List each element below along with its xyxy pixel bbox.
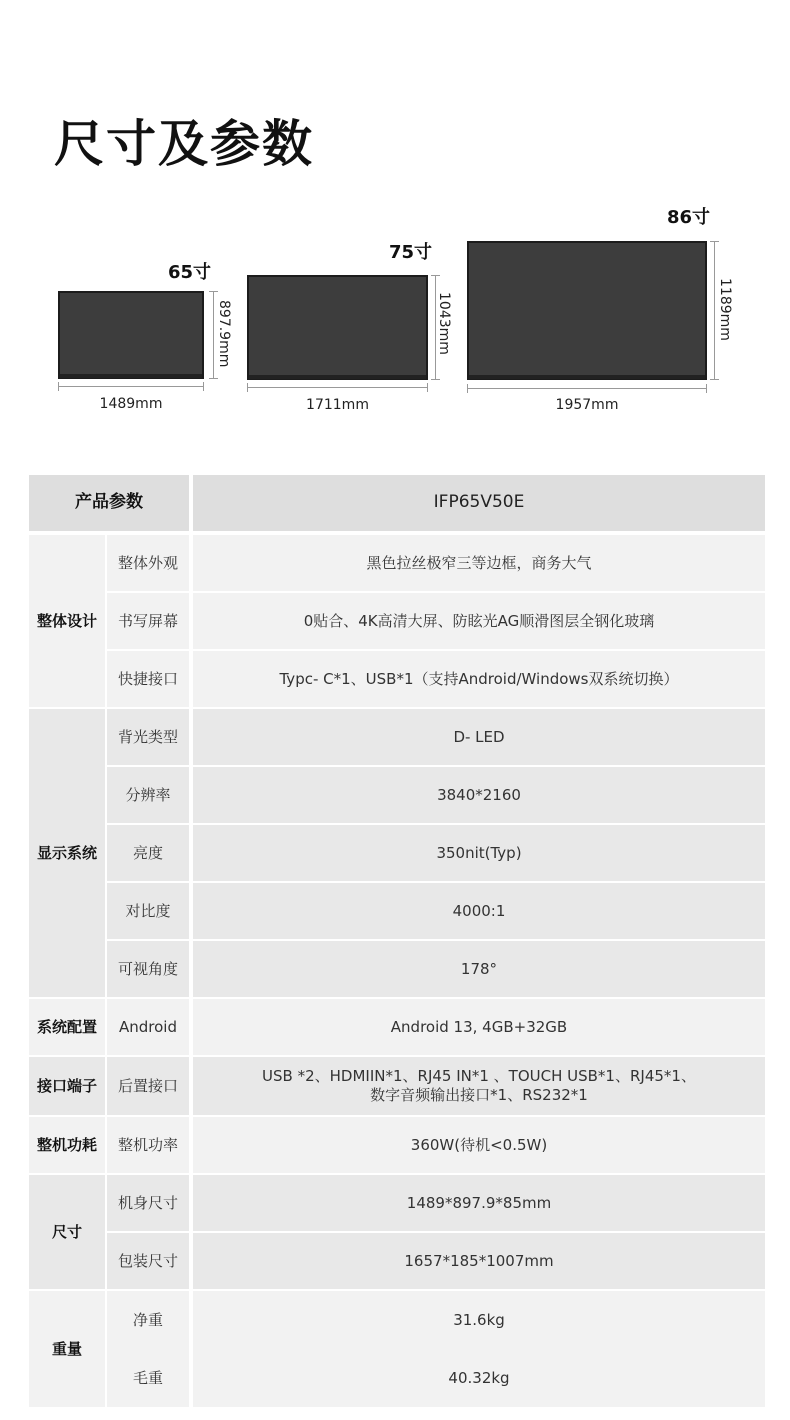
row-label-quick-ports: 快捷接口 bbox=[107, 651, 189, 707]
row-label-power: 整机功率 bbox=[107, 1117, 189, 1173]
tv-65-width-label: 1489mm bbox=[99, 396, 163, 412]
row-label-gross-weight: 毛重 bbox=[107, 1349, 189, 1407]
row-label-brightness: 亮度 bbox=[107, 825, 189, 881]
tv-65-illustration bbox=[58, 291, 204, 379]
row-value-power: 360W(待机<0.5W) bbox=[193, 1117, 765, 1173]
row-label-contrast: 对比度 bbox=[107, 883, 189, 939]
tv-86-width-dimension-line bbox=[467, 388, 707, 389]
row-value-resolution: 3840*2160 bbox=[193, 767, 765, 823]
row-label-writing-screen: 书写屏幕 bbox=[107, 593, 189, 649]
row-value-writing-screen: 0贴合、4K高清大屏、防眩光AG顺滑图层全钢化玻璃 bbox=[193, 593, 765, 649]
row-label-resolution: 分辨率 bbox=[107, 767, 189, 823]
tv-86-width-label: 1957mm bbox=[555, 397, 619, 413]
row-value-appearance: 黑色拉丝极窄三等边框，商务大气 bbox=[193, 535, 765, 591]
row-value-backlight: D- LED bbox=[193, 709, 765, 765]
tv-75-height-label: 1043mm bbox=[436, 292, 452, 355]
row-value-gross-weight: 40.32kg bbox=[193, 1349, 765, 1407]
group-ports: 接口端子 bbox=[29, 1057, 105, 1115]
row-label-appearance: 整体外观 bbox=[107, 535, 189, 591]
tv-86-size-label: 86寸 bbox=[667, 207, 711, 228]
row-label-rear-ports: 后置接口 bbox=[107, 1057, 189, 1115]
row-label-backlight: 背光类型 bbox=[107, 709, 189, 765]
tv-75-size-label: 75寸 bbox=[389, 242, 433, 263]
row-label-body-size: 机身尺寸 bbox=[107, 1175, 189, 1231]
group-dimensions: 尺寸 bbox=[29, 1175, 105, 1289]
row-value-net-weight: 31.6kg bbox=[193, 1291, 765, 1349]
group-display-system: 显示系统 bbox=[29, 709, 105, 997]
row-value-viewing-angle: 178° bbox=[193, 941, 765, 997]
row-label-android: Android bbox=[107, 999, 189, 1055]
header-param-label: 产品参数 bbox=[29, 475, 189, 531]
tv-75-illustration bbox=[247, 275, 428, 380]
tv-75-width-dimension-line bbox=[247, 387, 428, 388]
row-label-package-size: 包装尺寸 bbox=[107, 1233, 189, 1289]
rear-ports-line-1: USB *2、HDMIIN*1、RJ45 IN*1 、TOUCH USB*1、RJ45*1、 bbox=[262, 1067, 696, 1086]
row-value-quick-ports: Typc- C*1、USB*1（支持Android/Windows双系统切换） bbox=[193, 651, 765, 707]
tv-86-height-label: 1189mm bbox=[717, 278, 733, 341]
row-label-viewing-angle: 可视角度 bbox=[107, 941, 189, 997]
row-value-android: Android 13, 4GB+32GB bbox=[193, 999, 765, 1055]
tv-65-height-dimension-line bbox=[213, 291, 214, 379]
tv-65-size-label: 65寸 bbox=[168, 262, 212, 283]
tv-86-illustration bbox=[467, 241, 707, 380]
row-value-contrast: 4000:1 bbox=[193, 883, 765, 939]
rear-ports-line-2: 数字音频输出接口*1、RS232*1 bbox=[370, 1086, 588, 1104]
tv-75-width-label: 1711mm bbox=[306, 397, 369, 413]
header-model: IFP65V50E bbox=[193, 475, 765, 531]
page-title: 尺寸及参数 bbox=[54, 115, 314, 173]
tv-65-width-dimension-line bbox=[58, 386, 204, 387]
row-value-brightness: 350nit(Typ) bbox=[193, 825, 765, 881]
row-value-body-size: 1489*897.9*85mm bbox=[193, 1175, 765, 1231]
group-overall-design: 整体设计 bbox=[29, 535, 105, 707]
group-system-config: 系统配置 bbox=[29, 999, 105, 1055]
row-value-rear-ports bbox=[193, 1057, 765, 1115]
tv-65-height-label: 897.9mm bbox=[216, 300, 232, 368]
group-weight: 重量 bbox=[29, 1291, 105, 1407]
group-power: 整机功耗 bbox=[29, 1117, 105, 1173]
row-label-net-weight: 净重 bbox=[107, 1291, 189, 1349]
row-value-package-size: 1657*185*1007mm bbox=[193, 1233, 765, 1289]
tv-86-height-dimension-line bbox=[714, 241, 715, 380]
